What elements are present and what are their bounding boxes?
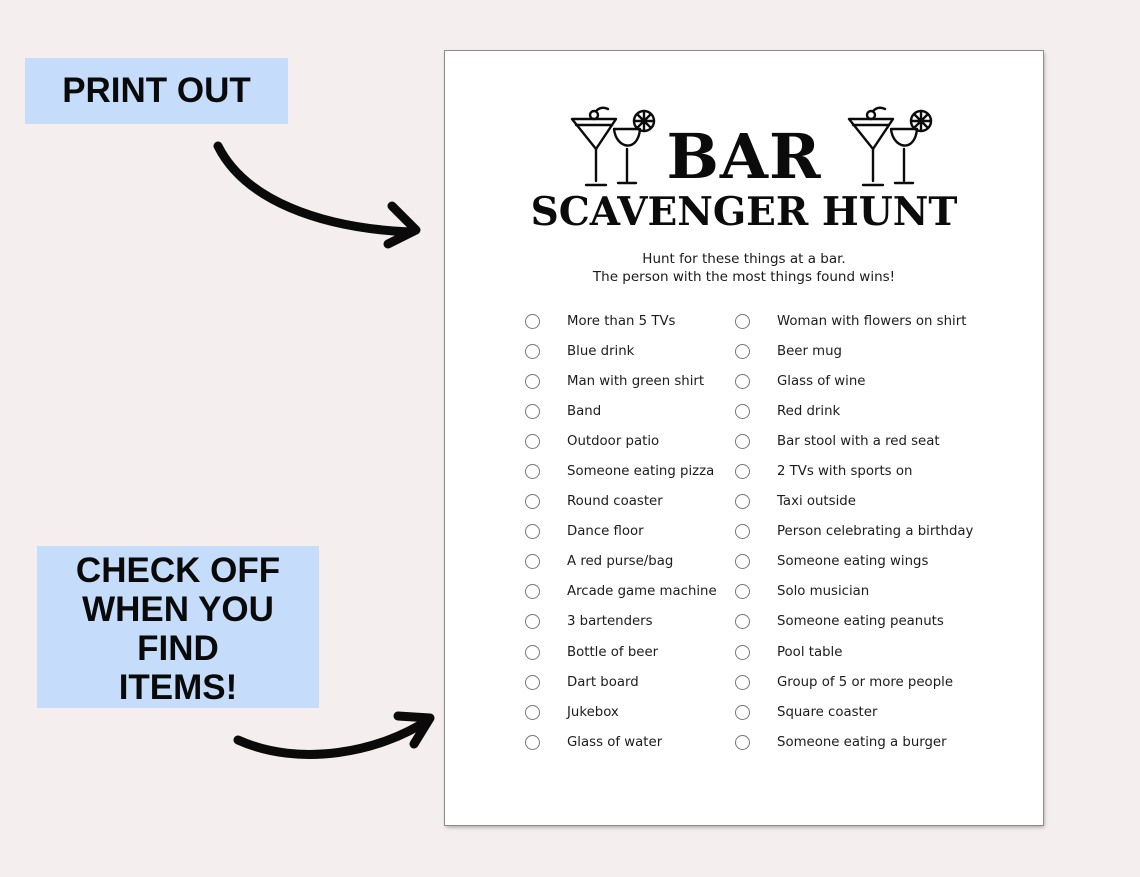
checklist-item [525, 697, 717, 727]
checklist-item [525, 306, 717, 336]
checkbox-circle-icon[interactable] [735, 404, 750, 419]
bottom-arrow-head [398, 716, 430, 744]
checkbox-circle-icon[interactable] [735, 675, 750, 690]
check-off-line-3: ITEMS! [118, 668, 238, 707]
top-arrow-head [388, 206, 416, 244]
checklist-item-label: Taxi outside [777, 494, 856, 510]
checklist-item-label: Dance floor [567, 524, 644, 540]
checkbox-circle-icon[interactable] [525, 374, 540, 389]
checkbox-circle-icon[interactable] [525, 314, 540, 329]
checkbox-circle-icon[interactable] [525, 494, 540, 509]
checklist-item-label: Blue drink [567, 343, 635, 359]
checklist-item-label: Bottle of beer [567, 644, 659, 660]
checkbox-circle-icon[interactable] [735, 584, 750, 599]
checkbox-circle-icon[interactable] [525, 614, 540, 629]
checklist-item-label: 3 bartenders [567, 614, 653, 630]
checklist-item [735, 456, 973, 486]
checklist-item-label: Person celebrating a birthday [777, 524, 974, 540]
checkbox-circle-icon[interactable] [735, 494, 750, 509]
checkbox-circle-icon[interactable] [735, 524, 750, 539]
checklist-item-label: Outdoor patio [567, 433, 660, 449]
checkbox-circle-icon[interactable] [735, 614, 750, 629]
instructions-line-2: The person with the most things found wins! [592, 269, 896, 285]
checkbox-circle-icon[interactable] [525, 404, 540, 419]
checklist-item [525, 426, 717, 456]
checkbox-circle-icon[interactable] [525, 735, 540, 750]
sheet-subtitle: SCAVENGER HUNT [530, 189, 958, 235]
checklist-item-label: A red purse/bag [567, 554, 674, 570]
checkbox-circle-icon[interactable] [525, 584, 540, 599]
checklist-item [525, 637, 717, 667]
checklist-item-label: Someone eating a burger [777, 734, 947, 750]
checklist-item-label: Man with green shirt [567, 373, 705, 389]
checkbox-circle-icon[interactable] [525, 524, 540, 539]
checklist-item [525, 667, 717, 697]
checklist-item [525, 547, 717, 577]
checklist-item-label: Bar stool with a red seat [777, 433, 940, 449]
right-checklist [735, 306, 973, 757]
checklist-item [525, 607, 717, 637]
checklist-item [525, 487, 717, 517]
checklist-item [735, 577, 973, 607]
checkbox-circle-icon[interactable] [735, 374, 750, 389]
sheet-title: BAR [666, 120, 822, 193]
checklist-item-label: Beer mug [777, 343, 842, 359]
check-off-line-2: WHEN YOU FIND [82, 590, 274, 668]
checkbox-circle-icon[interactable] [525, 344, 540, 359]
checklist-item-label: Glass of wine [777, 373, 866, 389]
checklist-item [735, 366, 973, 396]
checklist-item [735, 487, 973, 517]
checklist-item [735, 727, 973, 757]
checklist-item-label: Solo musician [777, 584, 870, 600]
checklist-item-label: Arcade game machine [567, 584, 717, 600]
check-off-callout [37, 546, 319, 708]
checklist-item [525, 456, 717, 486]
print-out-callout [25, 58, 288, 124]
checkbox-circle-icon[interactable] [525, 645, 540, 660]
checklist-item [735, 697, 973, 727]
checkbox-circle-icon[interactable] [525, 705, 540, 720]
checkbox-circle-icon[interactable] [735, 344, 750, 359]
checklist-item-label: Someone eating wings [777, 554, 929, 570]
checklist-item-label: Dart board [567, 674, 639, 690]
scavenger-hunt-sheet [445, 51, 1043, 825]
checklist-item [735, 426, 973, 456]
checklist-item [735, 607, 973, 637]
instructions [445, 250, 1043, 286]
checkbox-circle-icon[interactable] [735, 464, 750, 479]
checklist-item-label: Glass of water [567, 734, 663, 750]
checkbox-circle-icon[interactable] [735, 735, 750, 750]
checklist-item-label: Group of 5 or more people [777, 674, 954, 690]
checkbox-circle-icon[interactable] [525, 434, 540, 449]
checklist-item [525, 336, 717, 366]
check-off-line-1: CHECK OFF [75, 551, 281, 590]
checkbox-circle-icon[interactable] [525, 554, 540, 569]
checklist-item [735, 396, 973, 426]
checklist-item [735, 667, 973, 697]
checklist-item [735, 336, 973, 366]
checklist-item [525, 577, 717, 607]
checklist-item [735, 637, 973, 667]
checklist-item-label: Red drink [777, 403, 841, 419]
checklist-item-label: 2 TVs with sports on [777, 464, 913, 480]
checkbox-circle-icon[interactable] [735, 705, 750, 720]
instructions-line-1: Hunt for these things at a bar. [642, 251, 846, 267]
checklist-item [525, 396, 717, 426]
checklist-item-label: Someone eating pizza [567, 464, 715, 480]
bottom-arrow-shaft [238, 720, 428, 754]
checklist-item-label: Round coaster [567, 494, 663, 510]
checkbox-circle-icon[interactable] [735, 554, 750, 569]
checklist-item [735, 547, 973, 577]
checklist-item-label: Square coaster [777, 704, 878, 720]
checklist-item-label: Woman with flowers on shirt [777, 313, 967, 329]
checklist-item-label: Jukebox [567, 704, 619, 720]
checklist-item-label: Pool table [777, 644, 843, 660]
checklist-item [525, 727, 717, 757]
checklist-item-label: More than 5 TVs [567, 313, 676, 329]
top-arrow-shaft [218, 146, 410, 232]
checklist-item-label: Band [567, 403, 602, 419]
checkbox-circle-icon[interactable] [735, 314, 750, 329]
checklist-item [735, 306, 973, 336]
checklist-item [735, 517, 973, 547]
checklist-item-label: Someone eating peanuts [777, 614, 944, 630]
checkbox-circle-icon[interactable] [735, 645, 750, 660]
checklist-item [525, 366, 717, 396]
left-checklist [525, 306, 717, 757]
checkbox-circle-icon[interactable] [525, 464, 540, 479]
checkbox-circle-icon[interactable] [525, 675, 540, 690]
print-out-text: PRINT OUT [62, 71, 251, 110]
checkbox-circle-icon[interactable] [735, 434, 750, 449]
checklist-item [525, 517, 717, 547]
